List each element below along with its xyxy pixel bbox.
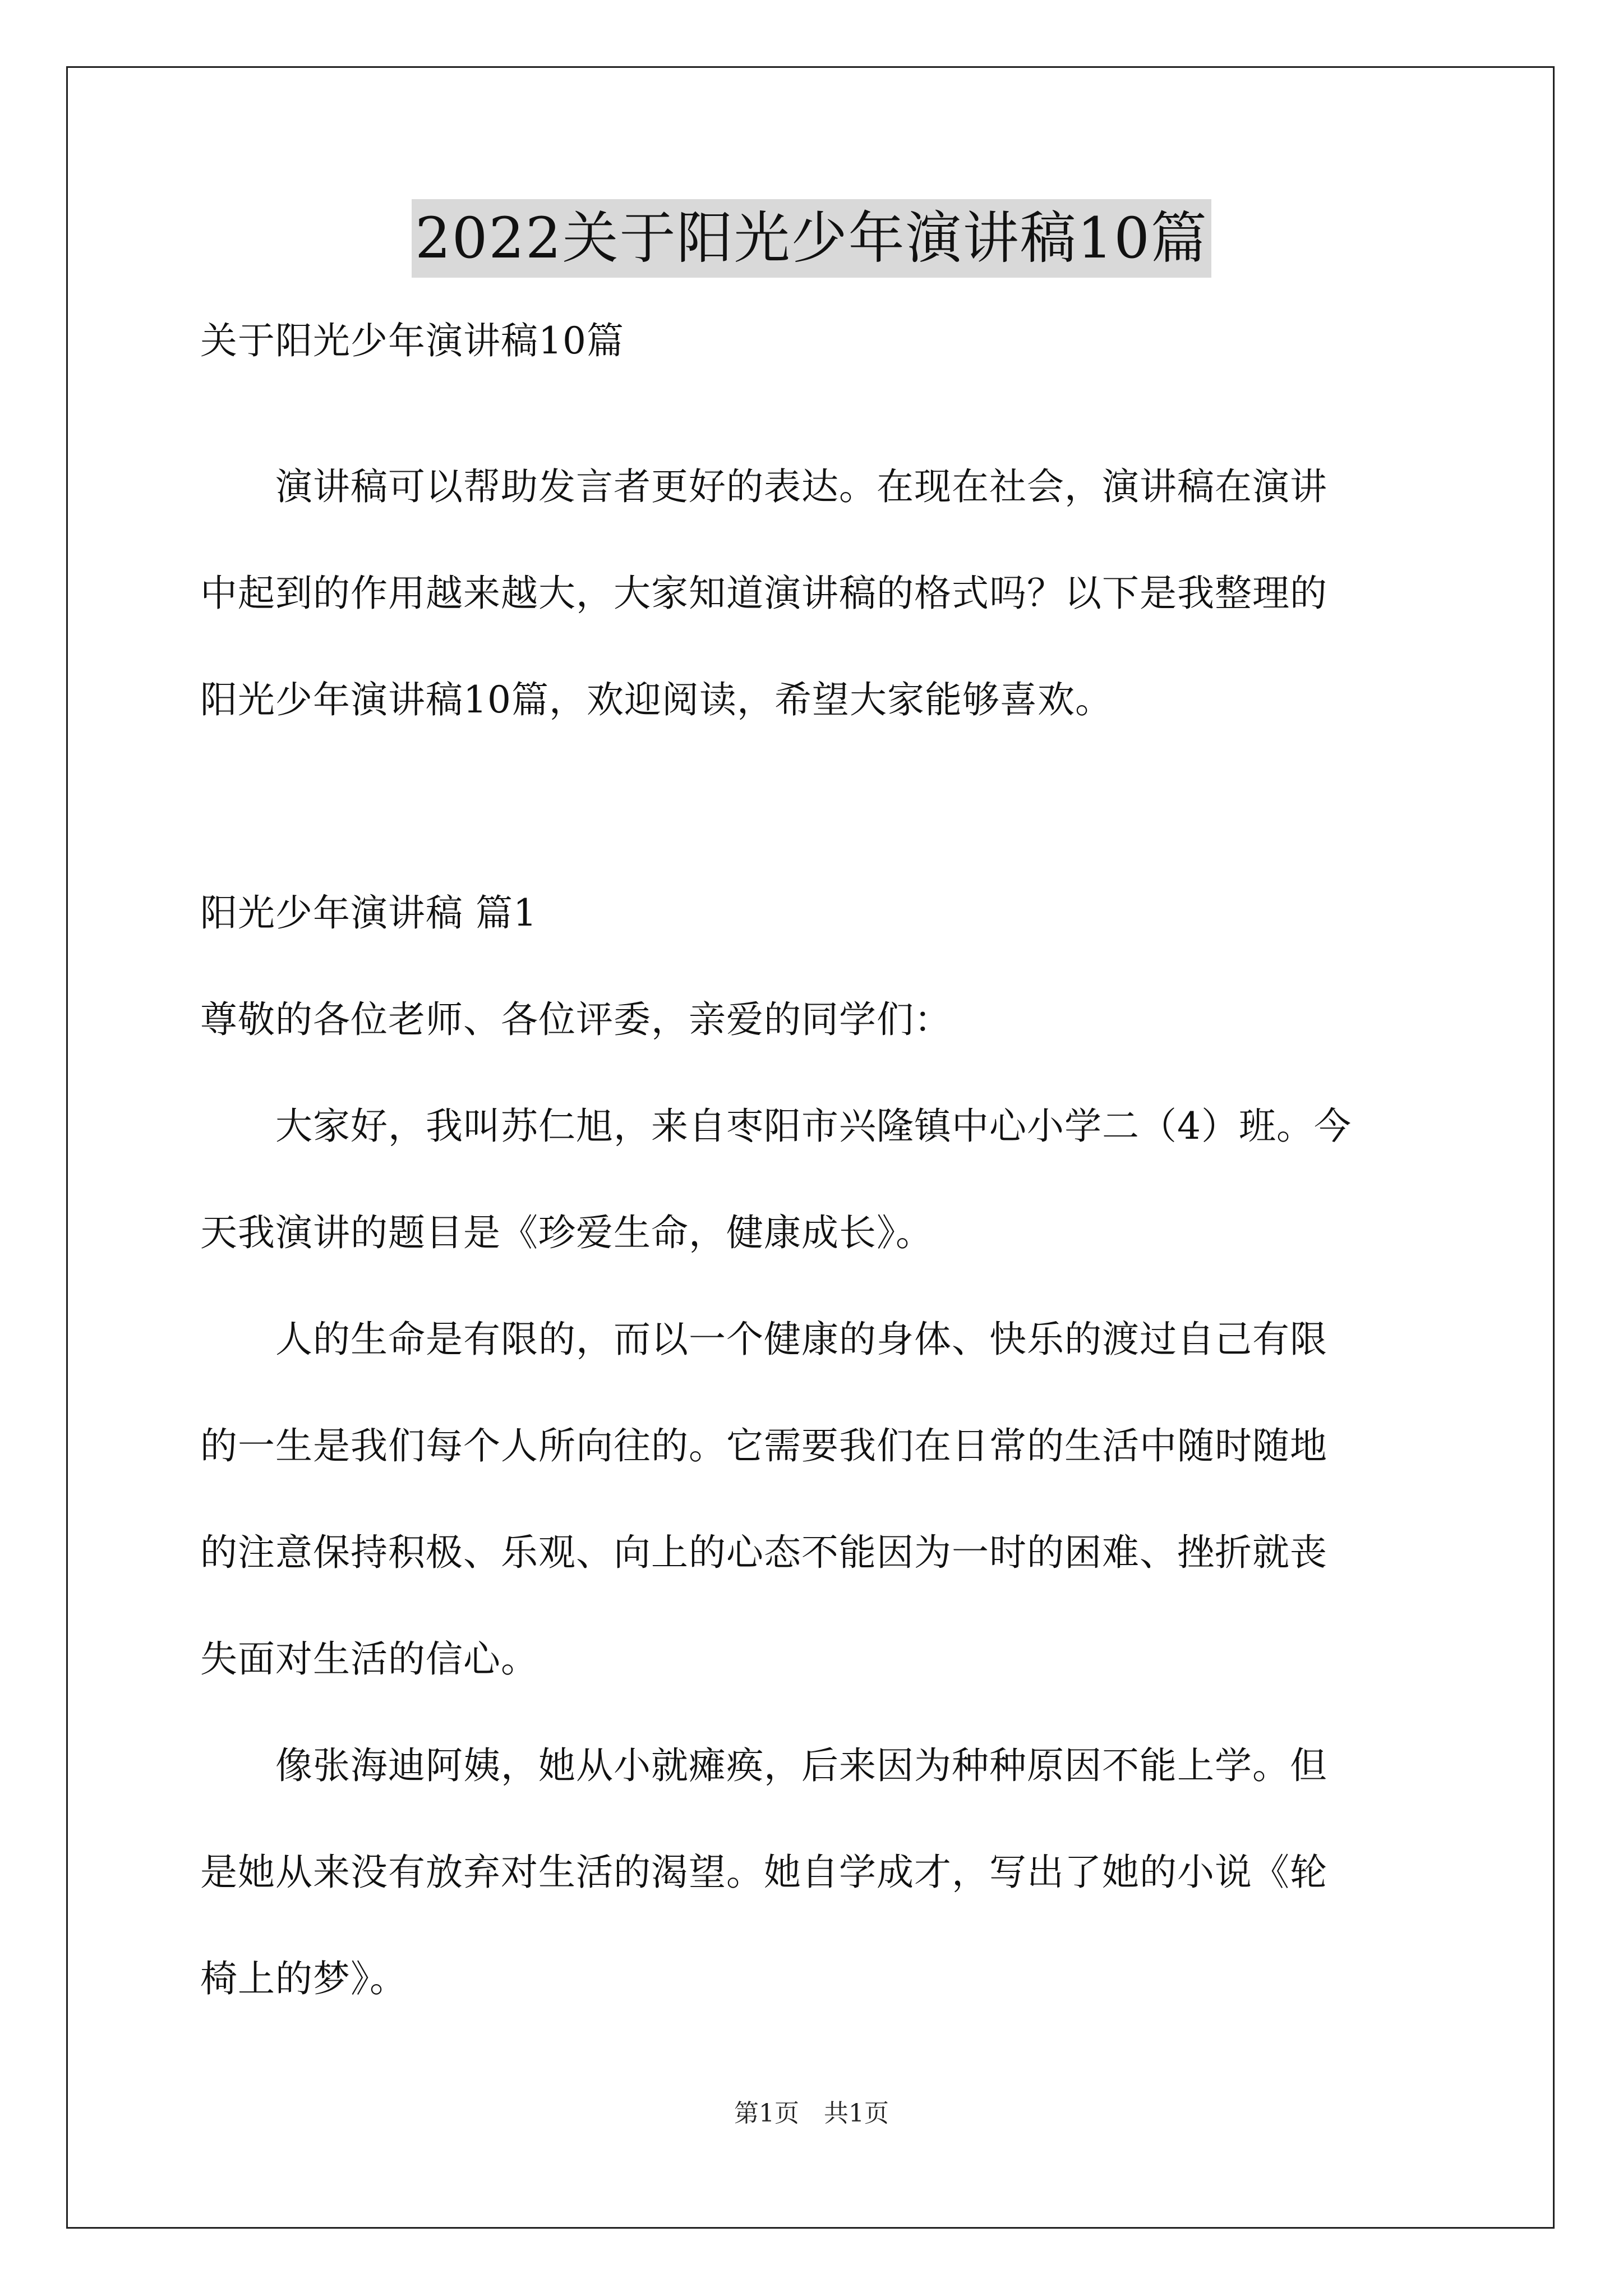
document-title: 2022关于阳光少年演讲稿10篇 bbox=[412, 199, 1211, 278]
body-line: 的注意保持积极、乐观、向上的心态不能因为一时的困难、挫折就丧 bbox=[200, 1531, 1327, 1574]
body-line: 像张海迪阿姨，她从小就瘫痪，后来因为种种原因不能上学。但 bbox=[200, 1744, 1327, 1787]
intro-line: 演讲稿可以帮助发言者更好的表达。在现在社会，演讲稿在演讲 bbox=[200, 465, 1327, 508]
body-line: 天我演讲的题目是《珍爱生命，健康成长》。 bbox=[200, 1211, 933, 1254]
page-footer: 第1页 共1页 bbox=[734, 2099, 889, 2128]
greeting-line: 尊敬的各位老师、各位评委，亲爱的同学们： bbox=[200, 998, 952, 1041]
body-line: 是她从来没有放弃对生活的渴望。她自学成才，写出了她的小说《轮 bbox=[200, 1851, 1327, 1894]
intro-line: 中起到的作用越来越大，大家知道演讲稿的格式吗？以下是我整理的 bbox=[200, 572, 1327, 615]
body-line: 大家好，我叫苏仁旭，来自枣阳市兴隆镇中心小学二（4）班。今 bbox=[200, 1105, 1352, 1148]
body-line: 椅上的梦》。 bbox=[200, 1957, 407, 2000]
section-heading: 阳光少年演讲稿 篇1 bbox=[200, 891, 537, 935]
body-line: 失面对生活的信心。 bbox=[200, 1637, 538, 1681]
title-container bbox=[0, 199, 1623, 278]
body-line: 的一生是我们每个人所向往的。它需要我们在日常的生活中随时随地 bbox=[200, 1424, 1327, 1467]
body-line: 人的生命是有限的，而以一个健康的身体、快乐的渡过自己有限 bbox=[200, 1318, 1327, 1361]
intro-line: 阳光少年演讲稿10篇，欢迎阅读，希望大家能够喜欢。 bbox=[200, 678, 1113, 721]
document-subtitle: 关于阳光少年演讲稿10篇 bbox=[200, 319, 624, 362]
